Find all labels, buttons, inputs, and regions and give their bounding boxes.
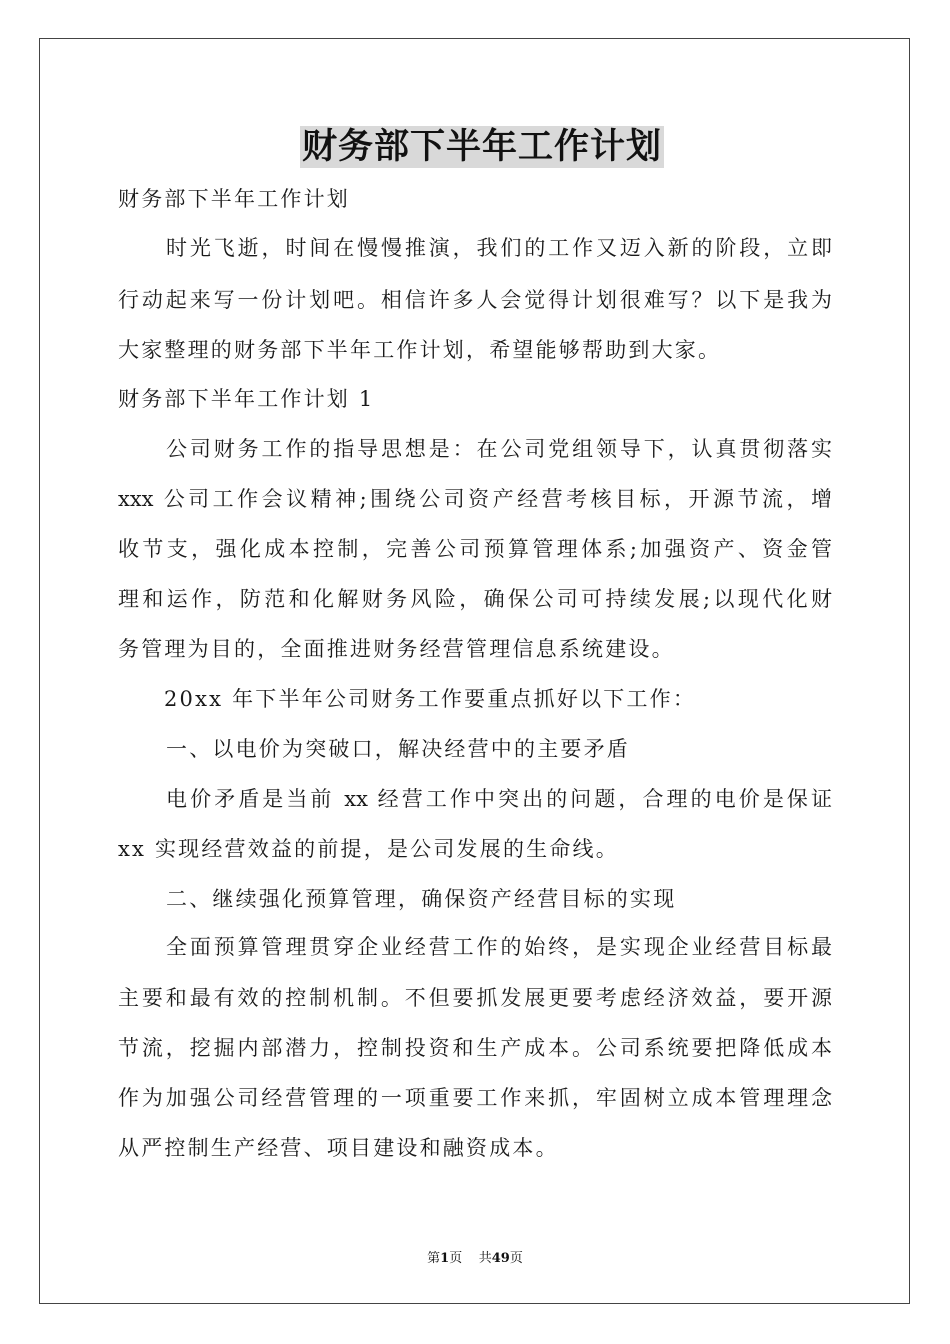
paragraph-line: 20xx 年下半年公司财务工作要重点抓好以下工作：	[164, 687, 697, 711]
paragraph-line: 主要和最有效的控制机制。不但要抓发展更要考虑经济效益，要开源	[118, 986, 832, 1010]
page-footer	[0, 1247, 950, 1266]
paragraph-line: 电价矛盾是当前 xx 经营工作中突出的问题，合理的电价是保证	[166, 787, 832, 811]
paragraph-line: 全面预算管理贯穿企业经营工作的始终，是实现企业经营目标最	[166, 935, 832, 959]
paragraph-line: 行动起来写一份计划吧。相信许多人会觉得计划很难写？以下是我为	[118, 288, 832, 312]
paragraph-line: 从严控制生产经营、项目建设和融资成本。	[118, 1136, 559, 1160]
section-heading: 财务部下半年工作计划 1	[118, 387, 375, 411]
page-border	[39, 38, 910, 1304]
total-pages: 49	[491, 1251, 510, 1266]
paragraph-line: xx 实现经营效益的前提，是公司发展的生命线。	[118, 837, 619, 861]
paragraph-line: 收节支，强化成本控制，完善公司预算管理体系;加强资产、资金管	[118, 537, 832, 561]
page-number: 1	[440, 1251, 450, 1266]
paragraph-line: 理和运作，防范和化解财务风险，确保公司可持续发展;以现代化财	[118, 587, 832, 611]
paragraph-line: 公司财务工作的指导思想是：在公司党组领导下，认真贯彻落实	[166, 437, 832, 461]
page-suffix: 页	[449, 1251, 463, 1266]
list-heading: 二、继续强化预算管理，确保资产经营目标的实现	[166, 887, 677, 911]
total-prefix: 共	[478, 1251, 492, 1266]
subtitle-line: 财务部下半年工作计划	[118, 187, 350, 211]
paragraph-line: 节流，挖掘内部潜力，控制投资和生产成本。公司系统要把降低成本	[118, 1036, 832, 1060]
total-suffix: 页	[509, 1251, 523, 1266]
paragraph-line: 时光飞逝，时间在慢慢推演，我们的工作又迈入新的阶段，立即	[166, 236, 832, 260]
document-title: 财务部下半年工作计划	[302, 126, 663, 167]
paragraph-line: 大家整理的财务部下半年工作计划，希望能够帮助到大家。	[118, 338, 722, 362]
paragraph-line: 作为加强公司经营管理的一项重要工作来抓，牢固树立成本管理理念	[118, 1086, 832, 1110]
list-heading: 一、以电价为突破口，解决经营中的主要矛盾	[166, 737, 630, 761]
page-prefix: 第	[427, 1251, 441, 1266]
paragraph-line: 务管理为目的，全面推进财务经营管理信息系统建设。	[118, 637, 675, 661]
paragraph-line: xxx 公司工作会议精神;围绕公司资产经营考核目标，开源节流，增	[118, 487, 832, 511]
